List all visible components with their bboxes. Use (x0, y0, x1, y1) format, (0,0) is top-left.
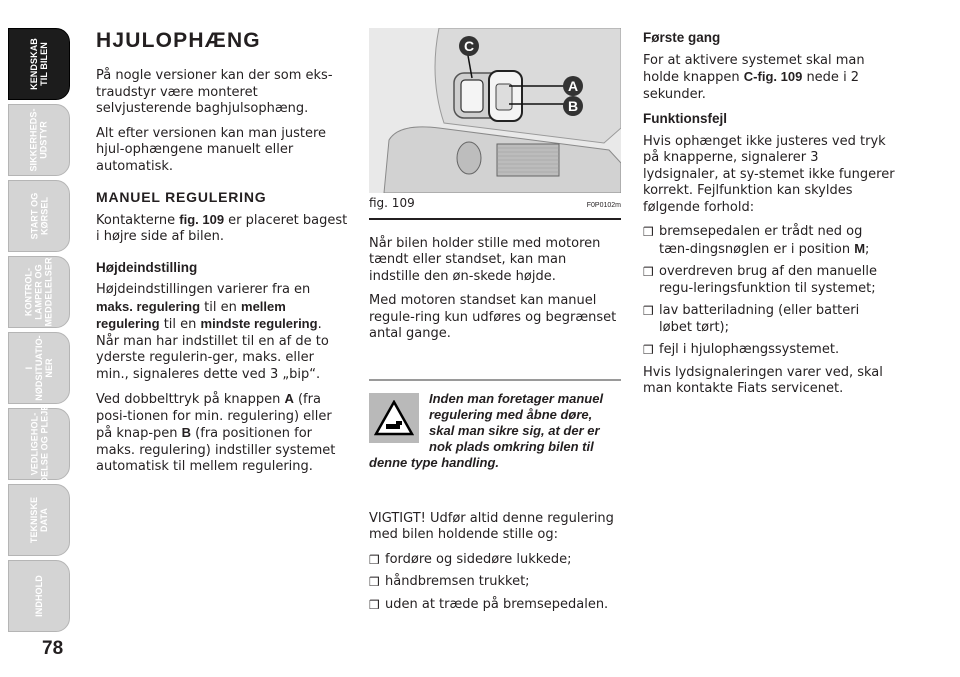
list-item-text: fejl i hjulophængssystemet. (659, 342, 840, 357)
figure-number: fig. 109 (369, 196, 415, 210)
double-press-paragraph (96, 391, 348, 476)
term-mellem: mellem regulering (96, 298, 286, 331)
tab-nodsituationer[interactable] (8, 332, 70, 404)
text: bremsepedalen er trådt ned og tæn-dingsnøglen er i position (659, 224, 863, 257)
tab-tekniske-data[interactable] (8, 484, 70, 556)
list-item-text: håndbremsen trukket; (385, 574, 530, 589)
malfunction-paragraph: Hvis ophænget ikke justeres ved tryk på knapperne, signalerer 3 lydsignaler, at sy-stemet ikke fungerer korrekt. Fejlfunktion kan skyldes følgende forhold: (643, 133, 895, 215)
column-left (96, 30, 348, 484)
tab-kontrollamper[interactable] (8, 256, 70, 328)
list-item-text: overdreven brug af den manuelle regu-leringsfunktion til systemet; (659, 264, 877, 296)
callout-c: C (463, 38, 475, 54)
height-paragraph (96, 282, 348, 383)
figure-code: F0P0102m (586, 202, 621, 209)
tab-label: TEKNISKE DATA (29, 496, 49, 544)
figure-109 (369, 28, 621, 193)
stationary-paragraph: Når bilen holder stille med motoren tændt eller standset, kan man indstille den øn-skede højde. (369, 235, 601, 284)
text: ; (865, 241, 870, 257)
checkbox-icon: ❒ (643, 304, 654, 318)
warning-text: Inden man foretager manuel regulering med åbne døre, skal man sikre sig, at der er nok plads omkring bilen til denne type handling. (369, 390, 604, 470)
list-item (643, 224, 895, 258)
text: (fra posi-tionen for min. regulering) eller på knap-pen (96, 392, 332, 441)
first-time-heading: Første gang (643, 30, 721, 45)
list-item (369, 552, 621, 569)
text: Højdeindstillingen varierer fra en (96, 282, 311, 297)
malfunction-heading: Funktionsfejl (643, 111, 727, 126)
service-paragraph: Hvis lydsignaleringen varer ved, skal man kontakte Fiats servicenet. (643, 364, 883, 396)
list-item-text: lav batteriladning (eller batteri løbet tørt); (659, 303, 860, 335)
tab-label: I NØDSITUATIO- NER (24, 335, 54, 401)
fig-reference: fig. 109 (179, 211, 225, 227)
important-paragraph: VIGTIGT! Udfør altid denne regulering med bilen holdende stille og: (369, 510, 614, 542)
tab-label: SIKKERHEDS- UDSTYR (29, 108, 50, 172)
text: nede i 2 sekunder. (643, 70, 860, 102)
checkbox-icon: ❒ (643, 265, 654, 279)
engine-off-paragraph: Med motoren standset kan manuel regule-ring kun udføres og begrænset antal gange. (369, 293, 617, 341)
checkbox-icon: ❒ (369, 552, 380, 567)
tab-label: START OG KØRSEL (28, 192, 49, 240)
tab-vedligeholdelse[interactable] (8, 404, 70, 484)
list-item-text: uden at træde på bremsepedalen. (385, 596, 609, 612)
manual-regulation-heading: MANUEL REGULERING (96, 189, 267, 205)
warning-box (369, 379, 621, 471)
warning-triangle-icon (369, 393, 419, 443)
list-item (643, 264, 895, 297)
intro-paragraph-1: På nogle versioner kan der som eks-traudstyr være monteret selvjusterende baghjulsophæng. (96, 68, 333, 116)
text: For at aktivere systemet skal man holde knappen (643, 52, 865, 85)
callout-b: B (567, 98, 579, 114)
list-item (369, 574, 621, 591)
tab-label: KENDSKAB TIL BILEN (29, 38, 49, 90)
text: til en (159, 317, 201, 332)
figure-caption (369, 195, 621, 215)
text: . Når man har indstillet til en af de to yderste regulerin-ger, maks. eller min., signaleres dette ved 3 „bip“. (96, 317, 329, 382)
list-item-text (659, 224, 895, 258)
tab-label: KONTROL- LAMPER OG MEDDELELSER (24, 257, 55, 327)
list-item (643, 342, 895, 359)
text: Kontakterne (96, 212, 180, 228)
tab-sikkerhedsudstyr[interactable] (8, 104, 70, 176)
tab-label: VEDLIGEHOL- DELSE OG PLEJE (29, 404, 50, 484)
intro-paragraph-2: Alt efter versionen kan man justere hjul-ophængene manuelt eller automatisk. (96, 125, 327, 174)
checkbox-icon: ❒ (643, 225, 654, 239)
checkbox-icon: ❒ (369, 597, 380, 612)
position-m: M (854, 240, 866, 256)
list-item-text: fordøre og sidedøre lukkede; (385, 551, 572, 567)
fig-reference: C-fig. 109 (743, 69, 803, 84)
button-ref-a: A (284, 391, 294, 406)
term-max: maks. regulering (96, 298, 201, 314)
divider (369, 218, 621, 220)
tab-kendskab-til-bilen[interactable] (8, 28, 70, 100)
checkbox-icon: ❒ (643, 343, 654, 357)
text: er placeret bagest i højre side af bilen. (96, 212, 348, 244)
list-item (369, 597, 621, 614)
tab-start-og-korsel[interactable] (8, 180, 70, 252)
page-title: HJULOPHÆNG (96, 29, 261, 52)
contacts-paragraph (96, 212, 348, 246)
list-item (643, 303, 895, 336)
callout-a: A (567, 78, 579, 94)
page-number: 78 (42, 638, 64, 659)
column-middle (369, 28, 621, 619)
term-min: mindste regulering (200, 316, 318, 331)
tab-indhold[interactable] (8, 560, 70, 632)
button-ref-b: B (181, 425, 192, 440)
text: Ved dobbelttryk på knappen (96, 392, 285, 407)
tab-label: INDHOLD (33, 575, 44, 617)
text: (fra positionen for maks. regulering) indstiller systemet automatisk til mellem regulering. (96, 426, 336, 474)
height-heading: Højdeindstilling (96, 259, 198, 275)
checkbox-icon: ❒ (369, 575, 380, 589)
column-right (643, 30, 895, 406)
text: til en (200, 299, 242, 315)
first-time-paragraph (643, 53, 895, 104)
suspension-switch-illustration (369, 28, 621, 193)
